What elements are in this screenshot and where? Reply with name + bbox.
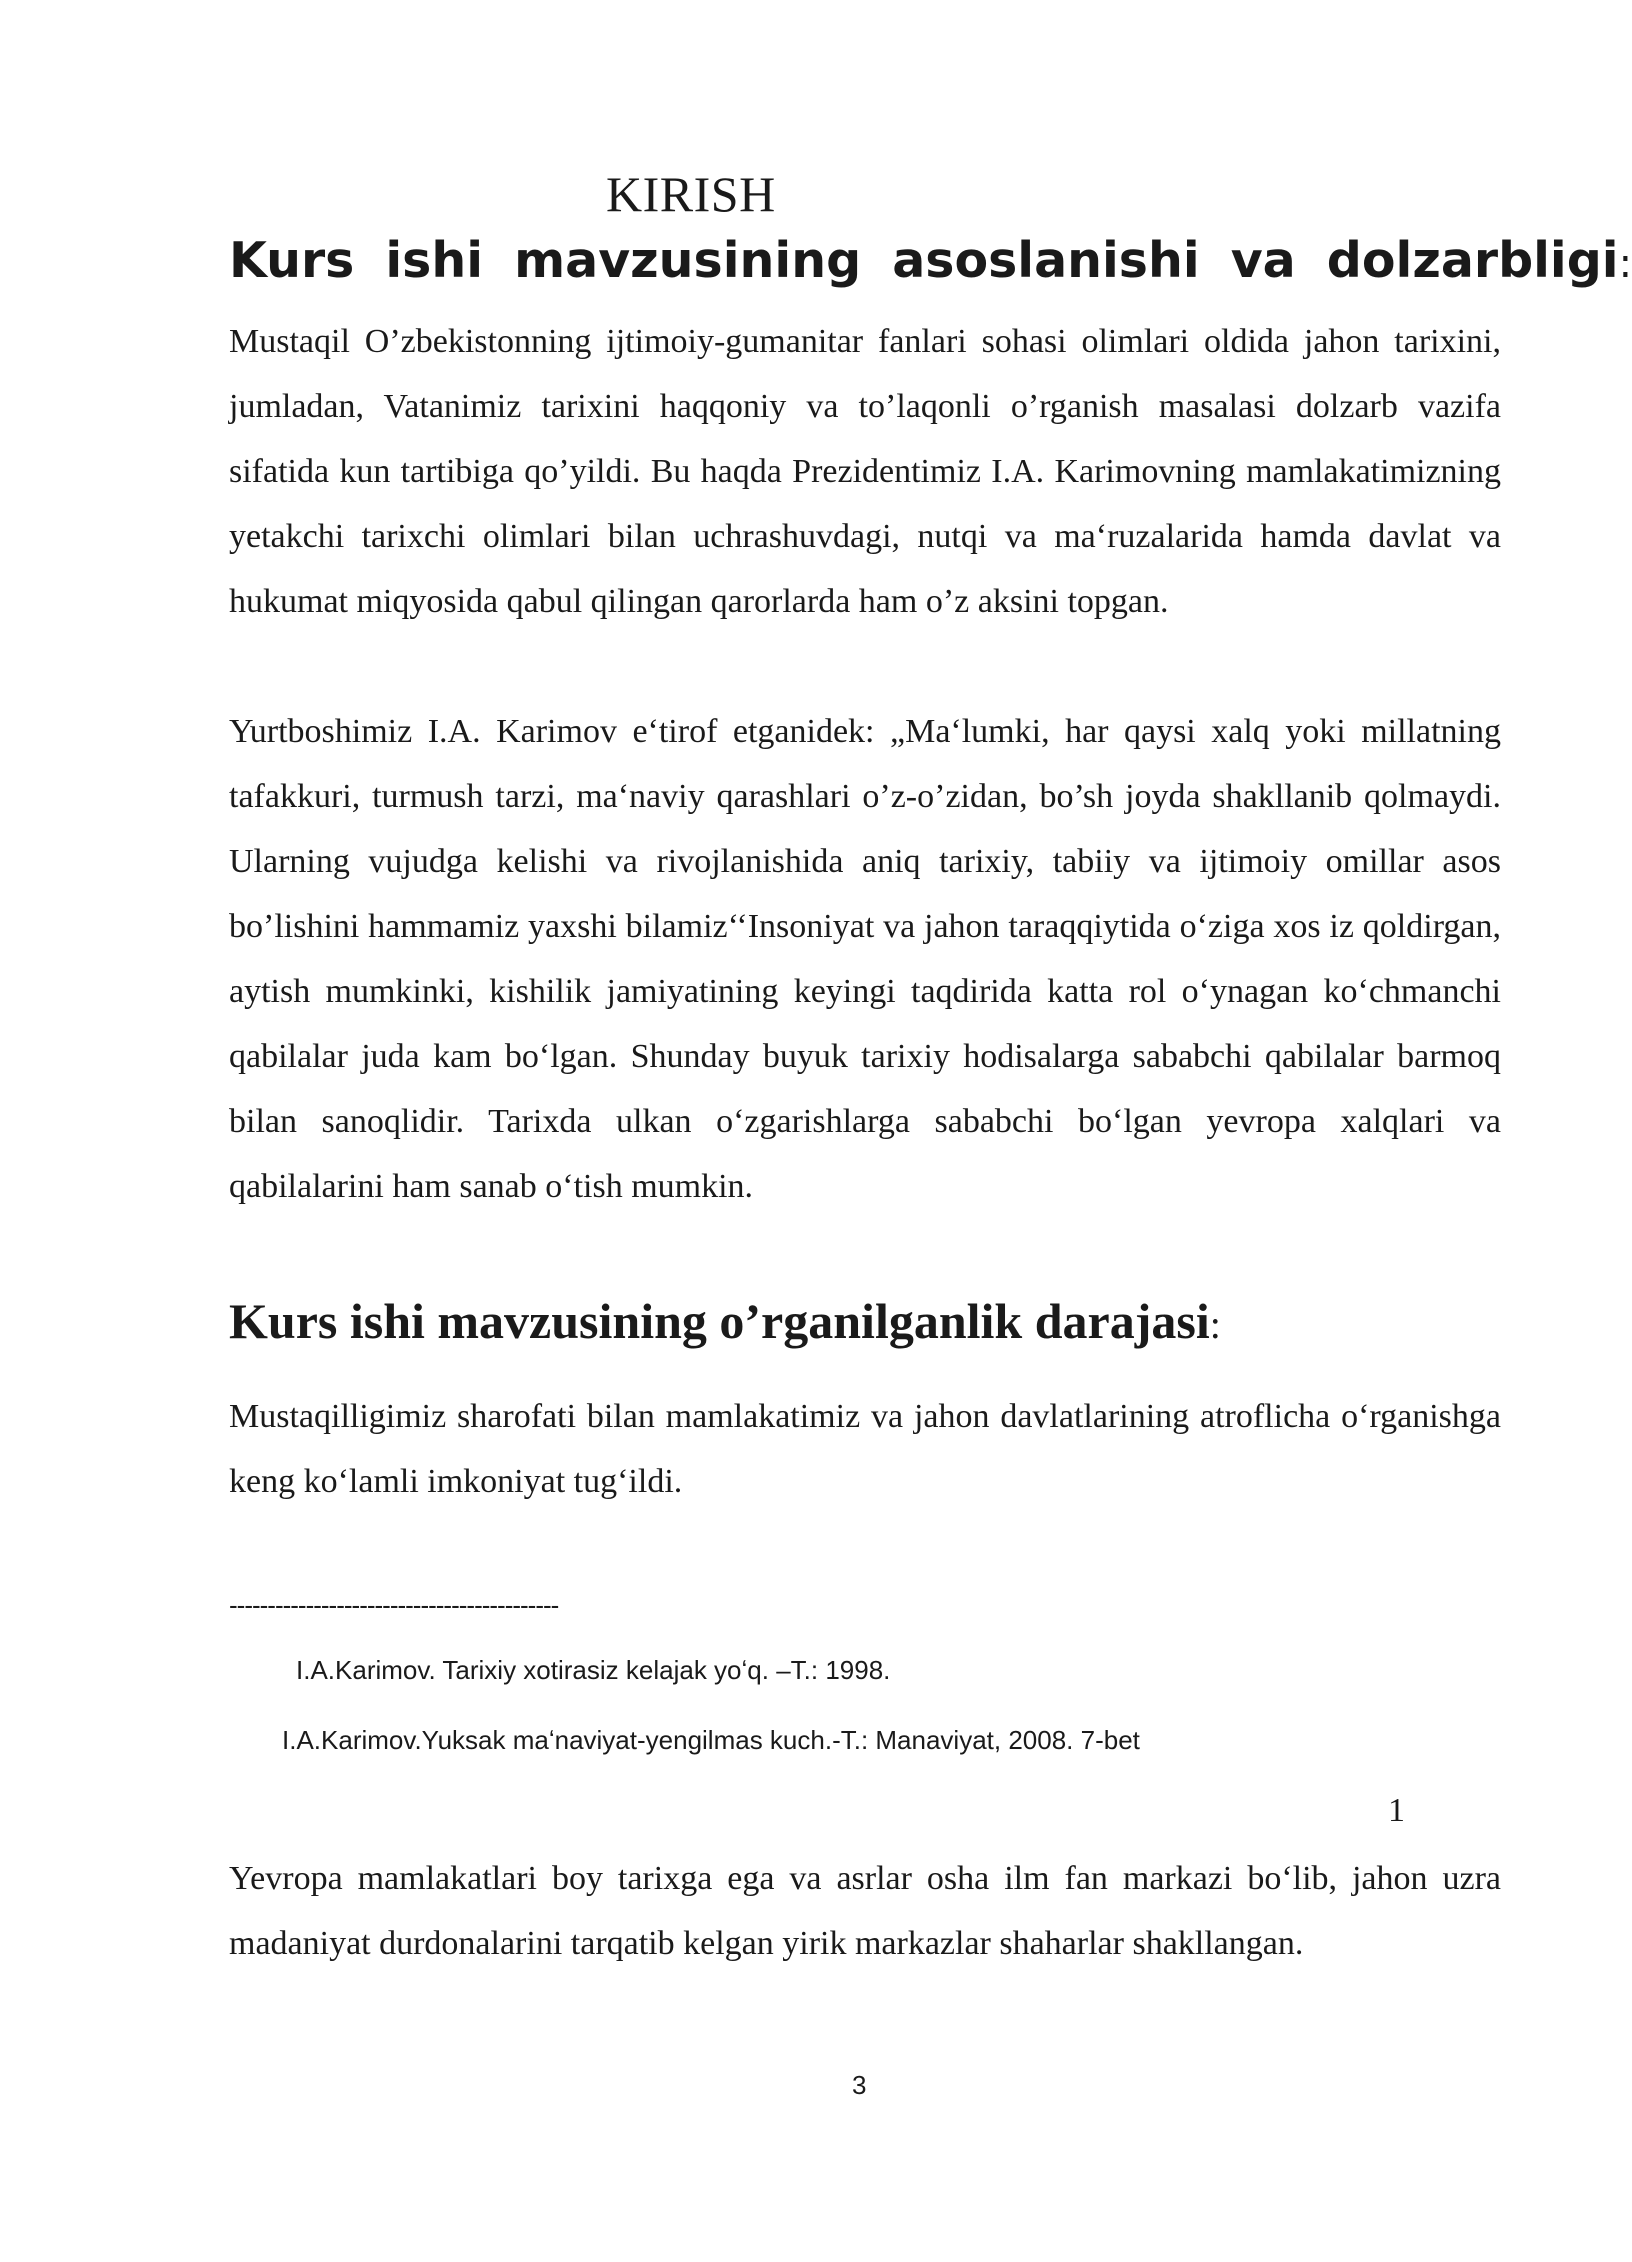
footnote-1: I.A.Karimov. Tarixiy xotirasiz kelajak yoʻq. –T.: 1998. (296, 1655, 891, 1685)
paragraph-intro: Mustaqil O’zbekistonning ijtimoiy-gumanitar fanlari sohasi olimlari oldida jahon tarixini, jumladan, Vatanimiz tarixini haqqoniy va to’laqonli o’rganish masalasi dolzarb vazifa sifatida kun tartibiga qo’yildi. Bu haqda Prezidentimiz I.A. Karimovning mamlakatimizning yetakchi tarixchi olimlari bilan uchrashuvdagi, nutqi va maʻruzalarida hamda davlat va hukumat miqyosida qabul qilingan qarorlarda ham o’z aksini topgan. (229, 323, 1501, 620)
footnote-2: I.A.Karimov.Yuksak maʻnaviyat-yengilmas kuch.-T.: Manaviyat, 2008. 7-bet (282, 1725, 1140, 1755)
paragraph-independence: Mustaqilligimiz sharofati bilan mamlakatimiz va jahon davlatlarining atroflicha oʻrganishga keng koʻlamli imkoniyat tugʻildi. (229, 1398, 1501, 1500)
heading-colon: : (1209, 1302, 1221, 1347)
footnote-number: 1 (1388, 1792, 1405, 1829)
section-heading-relevance-text: Kurs ishi mavzusining asoslanishi va dolzarbligi (229, 232, 1619, 289)
page-number: 3 (852, 2070, 867, 2100)
section-heading-study-level (229, 1292, 1221, 1350)
page-title: KIRISH (606, 166, 776, 222)
section-heading-relevance (229, 232, 1632, 289)
paragraph-europe: Yevropa mamlakatlari boy tarixga ega va asrlar osha ilm fan markazi boʻlib, jahon uzra madaniyat durdonalarini tarqatib kelgan yirik markazlar shaharlar shakllangan. (229, 1860, 1501, 1962)
paragraph-quote: Yurtboshimiz I.A. Karimov eʻtirof etganidek: „Maʻlumki, har qaysi xalq yoki millatning tafakkuri, turmush tarzi, maʻnaviy qarashlari o’z-o’zidan, bo’sh joyda shakllanib qolmaydi. Ularning vujudga kelishi va rivojlanishida aniq tarixiy, tabiiy va ijtimoiy omillar asos bo’lishini hammamiz yaxshi bilamiz‘‘Insoniyat va jahon taraqqiytida oʻziga xos iz qoldirgan, aytish mumkinki, kishilik jamiyatining keyingi taqdirida katta rol oʻynagan koʻchmanchi qabilalar juda kam boʻlgan. Shunday buyuk tarixiy hodisalarga sababchi qabilalar barmoq bilan sanoqlidir. Tarixda ulkan oʻzgarishlarga sababchi boʻlgan yevropa xalqlari va qabilalarini ham sanab oʻtish mumkin. (229, 713, 1501, 1205)
section-heading-study-level-text: Kurs ishi mavzusining o’rganilganlik darajasi (229, 1293, 1210, 1349)
heading-colon: : (1618, 241, 1632, 287)
footnote-separator: ------------------------------------------- (229, 1590, 559, 1620)
